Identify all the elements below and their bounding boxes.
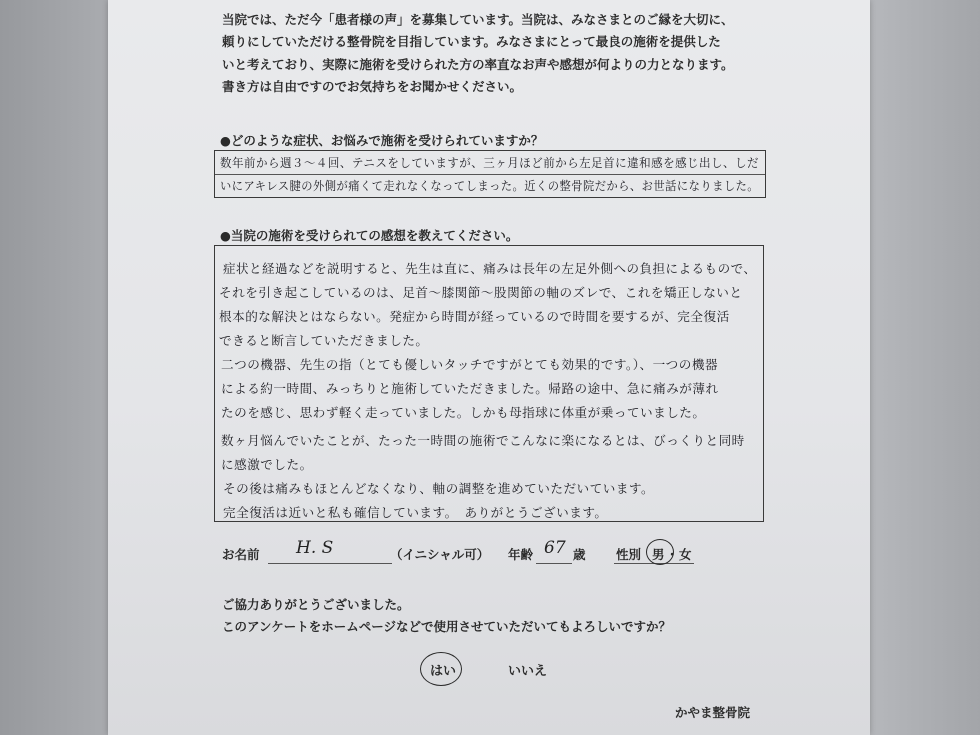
intro-text [222,9,734,98]
question-symptoms: ●どのような症状、お悩みで施術を受けられていますか？ [220,133,544,148]
choice-yes-circle [420,652,462,686]
background-right [868,0,980,735]
gender-male: 男 [652,547,665,562]
question-impressions: ●当院の施術を受けられての感想を教えてください。 [220,228,519,243]
survey-sheet [108,0,870,735]
answer-box-impressions [214,245,764,522]
background-left [0,0,110,735]
gender-female: 女 [679,547,692,562]
closing-text [222,594,671,638]
closing-line: このアンケートをホームページなどで使用させていただいてもよろしいですか？ [222,619,672,634]
intro-line: 書き方は自由ですのでお気持ちをお聞かせください。 [222,78,523,94]
handwritten-line: 数ヶ月悩んでいたことが、たった一時間の施術でこんなに楽になるとは、びっくりと同時 [221,433,745,448]
age-underline [536,563,572,564]
choice-no[interactable]: いいえ [508,664,548,679]
handwritten-line: その後は痛みもほとんどなくなり、軸の調整を進めていただいています。 [223,481,655,496]
handwritten-line: 症状と経過などを説明すると、先生は直に、痛みは長年の左足外側への負担によるもので、 [223,261,757,276]
box-divider [215,174,765,175]
closing-line: ご協力ありがとうございました。 [222,597,410,612]
handwritten-line: それを引き起こしているのは、足首～膝関節～股関節の軸のズレで、これを矯正しないと [219,285,743,300]
handwritten-line: いにアキレス腱の外側が痛くて走れなくなってしまった。近くの整骨院だから、お世話になりました。 [220,179,760,193]
gender-separator: ・ [666,547,679,562]
handwritten-line: たのを感じ、思わず軽く走っていました。しかも母指球に体重が乗っていました。 [221,405,706,420]
intro-line: いと考えており、実際に施術を受けられた方の率直なお声や感想が何よりの力となります。 [222,56,734,72]
intro-line: 当院では、ただ今「患者様の声」を募集しています。当院は、みなさまとのご縁を大切に、 [222,12,734,27]
clinic-name: かやま整骨院 [675,705,751,720]
name-underline [268,563,392,564]
age-unit: 歳 [573,547,586,562]
handwritten-line: 二つの機器、先生の指（とても優しいタッチですがとても効果的です。）、一つの機器 [221,357,719,372]
handwritten-line: 根本的な解決とはならない。発症から時間が経っているので時間を要するが、完全復活 [219,309,730,324]
handwritten-line: に感激でした。 [221,457,313,472]
name-label: お名前 [222,547,260,562]
name-value: H. S [296,538,334,558]
age-label: 年齢 [508,547,534,562]
gender-label: 性別 [616,547,642,562]
handwritten-line: 完全復活は近いと私も確信しています。 ありがとうございます。 [223,505,608,520]
age-value: 67 [544,538,566,558]
handwritten-line: 数年前から週３～４回、テニスをしていますが、三ヶ月ほど前から左足首に違和感を感じ出し、しだ [220,156,759,170]
answer-box-symptoms [214,150,766,198]
intro-line: 頼りにしていただける整骨院を目指しています。みなさまにとって最良の施術を提供した [222,34,721,50]
initial-note: （イニシャル可） [390,547,490,562]
choice-yes[interactable]: はい [430,664,457,679]
handwritten-line: による約一時間、みっちりと施術していただきました。帰路の途中、急に痛みが薄れ [221,381,719,396]
handwritten-line: できると断言していただきました。 [219,333,429,348]
